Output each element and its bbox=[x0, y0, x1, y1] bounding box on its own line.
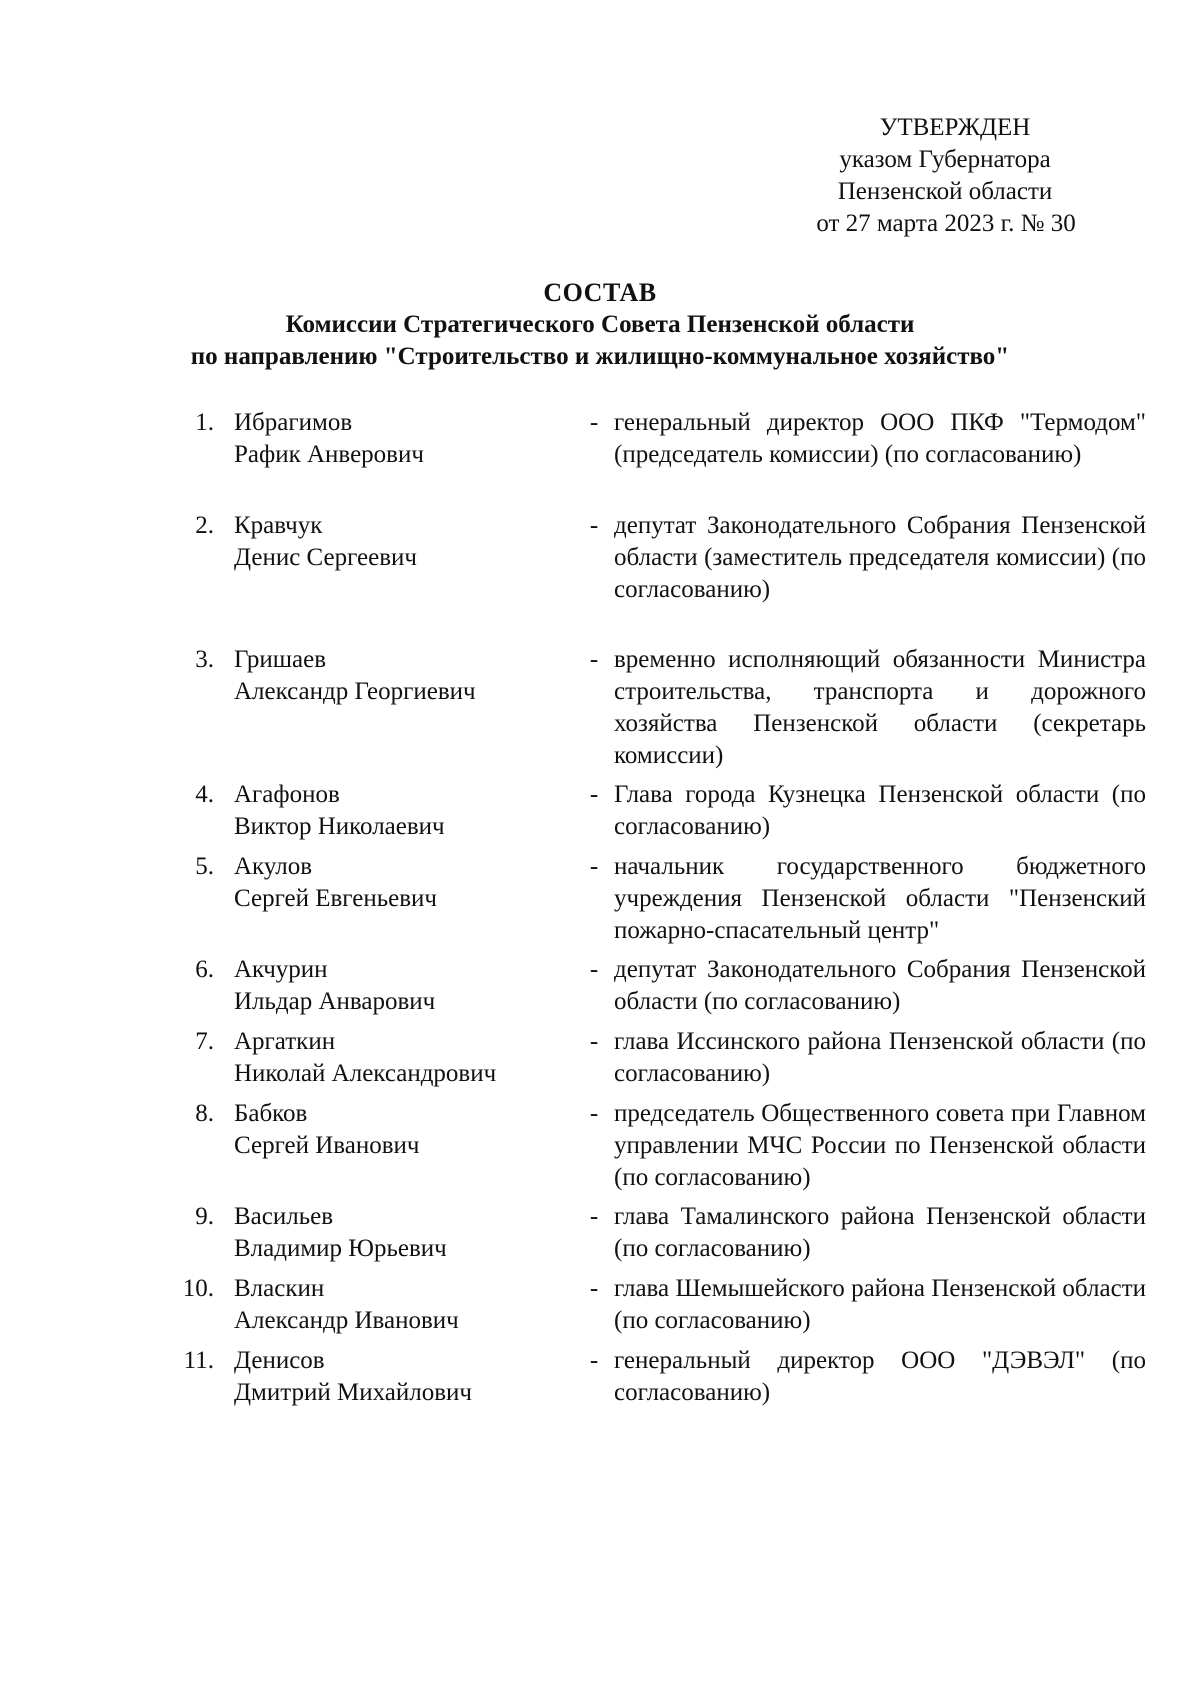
member-given-name: Александр Георгиевич bbox=[234, 678, 476, 705]
member-dash: - bbox=[589, 646, 599, 673]
member-number: 2. bbox=[195, 512, 214, 539]
approval-line-1: УТВЕРЖДЕН bbox=[879, 114, 1031, 141]
member-role: временно исполняющий обязанности Министра строительства, транспорта и дорожного хозяйства Пензенской области (секретарь комиссии) bbox=[614, 646, 1146, 769]
member-surname: Власкин bbox=[234, 1275, 325, 1302]
member-dash: - bbox=[589, 409, 599, 436]
member-name bbox=[234, 1026, 574, 1098]
member-number: 11. bbox=[183, 1347, 214, 1374]
member-row bbox=[168, 1345, 1146, 1417]
member-surname: Гришаев bbox=[234, 646, 327, 673]
member-name bbox=[234, 510, 574, 644]
member-given-name: Ильдар Анварович bbox=[234, 988, 436, 1015]
member-role: генеральный директор ООО "ДЭВЭЛ" (по согласованию) bbox=[614, 1347, 1146, 1406]
member-surname: Агафонов bbox=[234, 781, 340, 808]
member-given-name: Сергей Иванович bbox=[234, 1132, 420, 1159]
member-number: 6. bbox=[195, 956, 214, 983]
member-row bbox=[168, 407, 1146, 510]
member-name bbox=[234, 1273, 574, 1345]
member-number: 10. bbox=[182, 1275, 214, 1302]
member-surname: Акчурин bbox=[234, 956, 328, 983]
approval-line-4: от 27 марта 2023 г. № 30 bbox=[816, 210, 1076, 237]
member-name bbox=[234, 644, 574, 779]
member-row bbox=[168, 644, 1146, 779]
member-number: 4. bbox=[195, 781, 214, 808]
member-number: 7. bbox=[195, 1028, 214, 1055]
member-dash: - bbox=[589, 512, 599, 539]
member-number: 3. bbox=[195, 646, 214, 673]
document-subtitle-1: Комиссии Стратегического Совета Пензенской области bbox=[285, 311, 915, 338]
member-role: депутат Законодательного Собрания Пензенской области (заместитель председателя комиссии) (по согласованию) bbox=[614, 512, 1146, 603]
member-given-name: Сергей Евгеньевич bbox=[234, 885, 437, 912]
member-name bbox=[234, 1098, 574, 1201]
document-title: СОСТАВ bbox=[543, 278, 657, 307]
member-name bbox=[234, 1201, 574, 1273]
member-role: глава Иссинского района Пензенской области (по согласованию) bbox=[614, 1028, 1146, 1087]
member-row bbox=[168, 510, 1146, 644]
members-list bbox=[168, 407, 1146, 1417]
member-role: глава Шемышейского района Пензенской области (по согласованию) bbox=[614, 1275, 1146, 1334]
member-number: 5. bbox=[195, 853, 214, 880]
document-heading bbox=[0, 277, 1200, 373]
member-surname: Денисов bbox=[234, 1347, 325, 1374]
member-role: председатель Общественного совета при Главном управлении МЧС России по Пензенской области (по согласованию) bbox=[614, 1100, 1146, 1191]
member-row bbox=[168, 1026, 1146, 1098]
member-row bbox=[168, 1098, 1146, 1201]
member-given-name: Николай Александрович bbox=[234, 1060, 497, 1087]
member-name bbox=[234, 851, 574, 954]
member-role: начальник государственного бюджетного учреждения Пензенской области "Пензенский пожарно-спасательный центр" bbox=[614, 853, 1146, 944]
member-dash: - bbox=[589, 956, 599, 983]
member-given-name: Александр Иванович bbox=[234, 1307, 459, 1334]
document-subtitle-2: по направлению "Строительство и жилищно-коммунальное хозяйство" bbox=[190, 343, 1010, 370]
member-dash: - bbox=[589, 1347, 599, 1374]
member-given-name: Виктор Николаевич bbox=[234, 813, 445, 840]
member-row bbox=[168, 779, 1146, 851]
member-dash: - bbox=[589, 1100, 599, 1127]
member-given-name: Денис Сергеевич bbox=[234, 544, 418, 571]
member-surname: Васильев bbox=[234, 1203, 334, 1230]
member-role: генеральный директор ООО ПКФ "Термодом" (председатель комиссии) (по согласованию) bbox=[614, 409, 1146, 468]
member-row bbox=[168, 954, 1146, 1026]
member-given-name: Рафик Анверович bbox=[234, 441, 424, 468]
member-number: 8. bbox=[195, 1100, 214, 1127]
member-name bbox=[234, 779, 574, 851]
approval-stamp bbox=[770, 112, 1120, 240]
member-dash: - bbox=[589, 781, 599, 808]
member-name bbox=[234, 407, 574, 510]
member-name bbox=[234, 1345, 574, 1417]
member-name bbox=[234, 954, 574, 1026]
member-dash: - bbox=[589, 1275, 599, 1302]
member-given-name: Дмитрий Михайлович bbox=[234, 1379, 472, 1406]
approval-line-2: указом Губернатора bbox=[839, 146, 1051, 173]
member-row bbox=[168, 1201, 1146, 1273]
member-surname: Ибрагимов bbox=[234, 409, 353, 436]
member-dash: - bbox=[589, 1203, 599, 1230]
member-number: 9. bbox=[195, 1203, 214, 1230]
member-role: депутат Законодательного Собрания Пензенской области (по согласованию) bbox=[614, 956, 1146, 1015]
member-dash: - bbox=[589, 853, 599, 880]
member-surname: Бабков bbox=[234, 1100, 308, 1127]
member-row bbox=[168, 1273, 1146, 1345]
member-given-name: Владимир Юрьевич bbox=[234, 1235, 447, 1262]
member-role: Глава города Кузнецка Пензенской области (по согласованию) bbox=[614, 781, 1146, 840]
member-dash: - bbox=[589, 1028, 599, 1055]
member-surname: Акулов bbox=[234, 853, 313, 880]
member-surname: Кравчук bbox=[234, 512, 323, 539]
member-role: глава Тамалинского района Пензенской области (по согласованию) bbox=[614, 1203, 1146, 1262]
member-row bbox=[168, 851, 1146, 954]
member-number: 1. bbox=[195, 409, 214, 436]
approval-line-3: Пензенской области bbox=[837, 178, 1053, 205]
member-surname: Аргаткин bbox=[234, 1028, 336, 1055]
